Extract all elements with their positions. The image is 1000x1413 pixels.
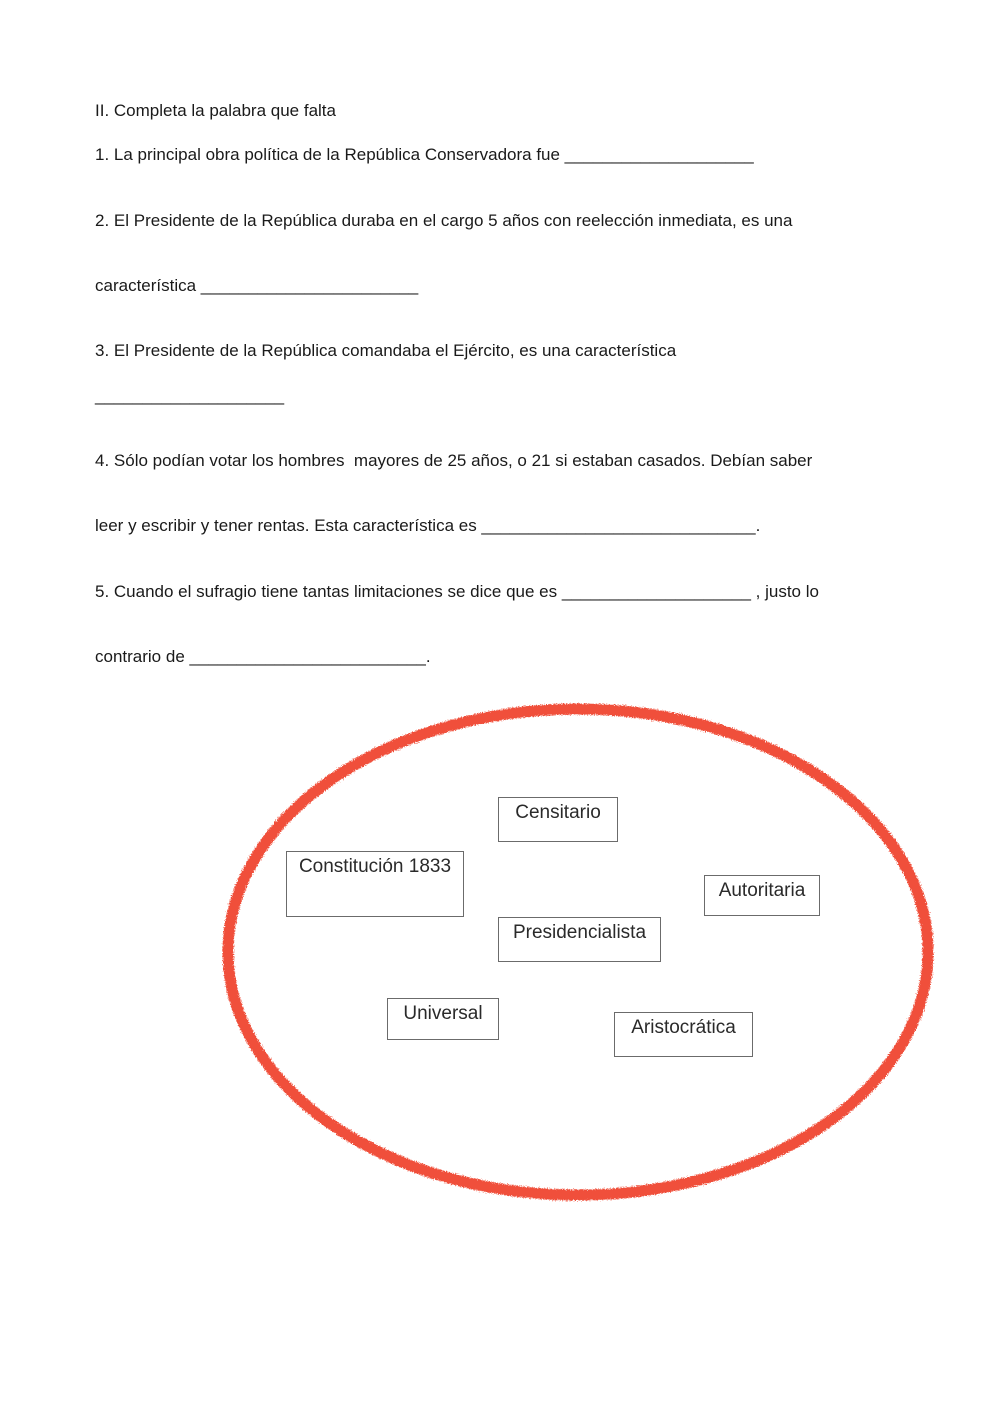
question-5-line-2: contrario de _________________________.	[95, 647, 431, 666]
question-3-line-1: 3. El Presidente de la República comandaba el Ejército, es una característica	[95, 341, 677, 360]
word-universal[interactable]: Universal	[387, 998, 499, 1040]
question-2-line-1: 2. El Presidente de la República duraba en el cargo 5 años con reelección inmediata, es una	[95, 211, 793, 230]
question-5-line-1: 5. Cuando el sufragio tiene tantas limitaciones se dice que es ____________________ , justo lo	[95, 582, 819, 601]
word-autoritaria[interactable]: Autoritaria	[704, 875, 820, 916]
question-1: 1. La principal obra política de la República Conservadora fue ____________________	[95, 145, 754, 164]
word-aristocratica[interactable]: Aristocrática	[614, 1012, 753, 1057]
word-presidencialista[interactable]: Presidencialista	[498, 917, 661, 962]
question-2-line-2: característica _______________________	[95, 276, 419, 295]
word-censitario[interactable]: Censitario	[498, 797, 618, 842]
question-4-line-1: 4. Sólo podían votar los hombres mayores de 25 años, o 21 si estaban casados. Debían saber	[95, 451, 813, 470]
word-constitucion-1833[interactable]: Constitución 1833	[286, 851, 464, 917]
question-4-line-2: leer y escribir y tener rentas. Esta característica es _____________________________.	[95, 516, 761, 535]
section-heading: II. Completa la palabra que falta	[95, 101, 336, 120]
question-3-line-2: ____________________	[95, 386, 285, 405]
